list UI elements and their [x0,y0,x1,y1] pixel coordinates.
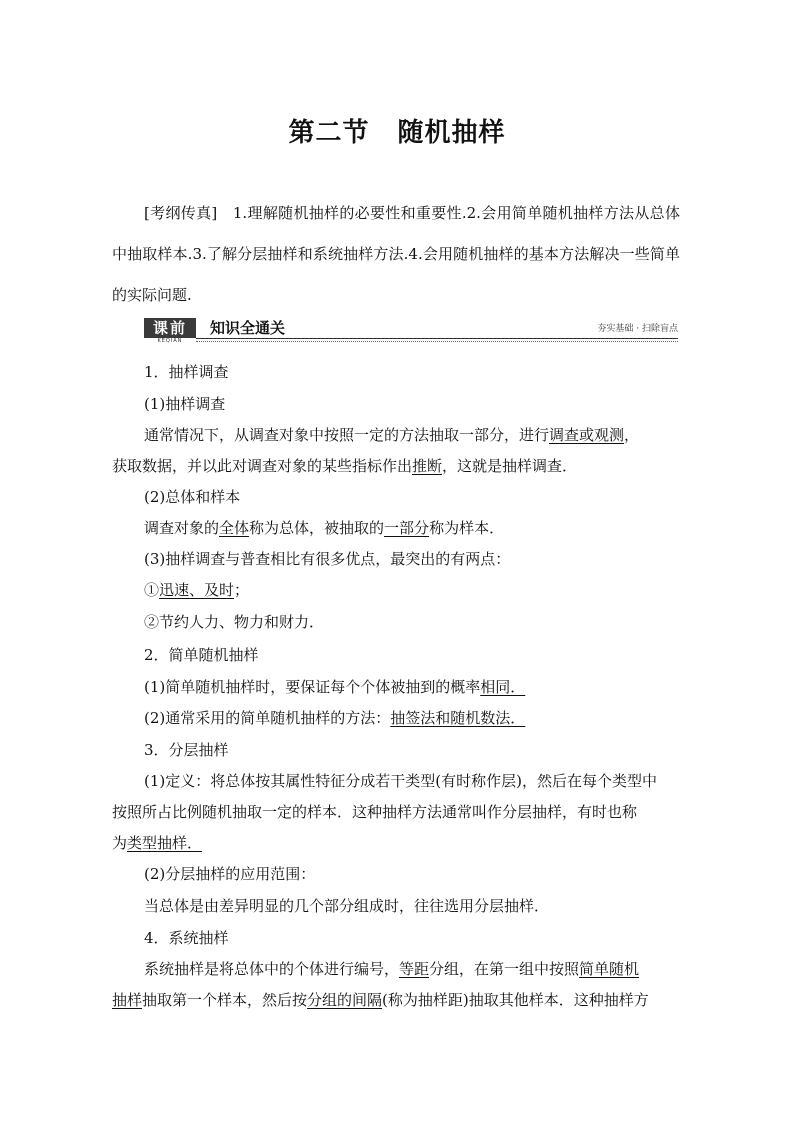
answer-blank: 简单随机 [579,960,640,978]
answer-blank: 等距 [399,960,430,978]
paragraph-1-2: 调查对象的全体称为总体，被抽取的一部分称为样本． [144,519,505,537]
answer-blank: 抽签法和随机数法． [390,709,526,727]
banner-heading: 知识全通关 [210,319,286,337]
paragraph-2-2: (2)通常采用的简单随机抽样的方法：抽签法和随机数法． [144,709,526,727]
section-heading-1: 1．抽样调查 [144,363,229,381]
paragraph-1-1-line1: 通常情况下，从调查对象中按照一定的方法抽取一部分，进行调查或观测， [144,426,640,444]
banner-tab: 课前 [144,318,196,338]
answer-blank: 推断 [412,457,443,475]
title-topic: 随机抽样 [397,118,506,148]
answer-blank: 类型抽样． [127,834,203,852]
banner-rule [196,338,678,339]
syllabus-intro: [考纲传真] 1.理解随机抽样的必要性和重要性.2.会用简单随机抽样方法从总体中抽取样本.3.了解分层抽样和系统抽样方法.4.会用随机抽样的基本方法解决一些简单的实际问题. [112,204,680,304]
subheading-1-2: (2)总体和样本 [144,488,241,506]
section-heading-2: 2．简单随机抽样 [144,646,259,664]
answer-blank: 调查或观测 [549,426,625,444]
paragraph-4-line1: 系统抽样是将总体中的个体进行编号，等距分组，在第一组中按照简单随机 [144,960,640,978]
paragraph-3-3: 当总体是由差异明显的几个部分组成时，往往选用分层抽样． [144,897,550,915]
section-banner [144,316,678,346]
answer-blank: 迅速、及时 [159,581,235,599]
banner-slogan: 夯实基础 · 扫除盲点 [597,324,678,334]
answer-blank: 相同． [480,678,526,696]
paragraph-3-1-line2: 按照所占比例随机抽取一定的样本．这种抽样方法通常叫作分层抽样，有时也称 [112,803,638,821]
title-section-number: 第二节 [288,118,370,148]
page-title [0,112,794,149]
banner-rule-dotted [196,341,678,342]
paragraph-4-line2: 抽样抽取第一个样本，然后按分组的间隔(称为抽样距)抽取其他样本．这种抽样方 [112,991,649,1009]
paragraph-3-1-line3: 为类型抽样． [112,834,203,852]
subheading-1-1: (1)抽样调查 [144,395,226,413]
paragraph-2-1: (1)简单随机抽样时，要保证每个个体被抽到的概率相同． [144,678,526,696]
answer-blank: 分组的间隔 [307,991,383,1009]
banner-pinyin: KEQIAN [157,338,183,344]
subheading-1-3: (3)抽样调查与普查相比有很多优点，最突出的有两点： [144,550,511,568]
answer-blank: 抽样 [112,991,143,1009]
paragraph-3-2: (2)分层抽样的应用范围： [144,865,316,883]
section-heading-3: 3．分层抽样 [144,741,229,759]
paragraph-3-1-line1: (1)定义：将总体按其属性特征分成若干类型(有时称作层)，然后在每个类型中 [144,772,657,790]
answer-blank: 全体 [219,519,250,537]
bullet-2: ②节约人力、物力和财力． [144,613,325,631]
bullet-1: ①迅速、及时； [144,581,250,599]
answer-blank: 一部分 [384,519,430,537]
section-heading-4: 4．系统抽样 [144,929,229,947]
paragraph-1-1-line2: 获取数据，并以此对调查对象的某些指标作出推断，这就是抽样调查． [112,457,578,475]
